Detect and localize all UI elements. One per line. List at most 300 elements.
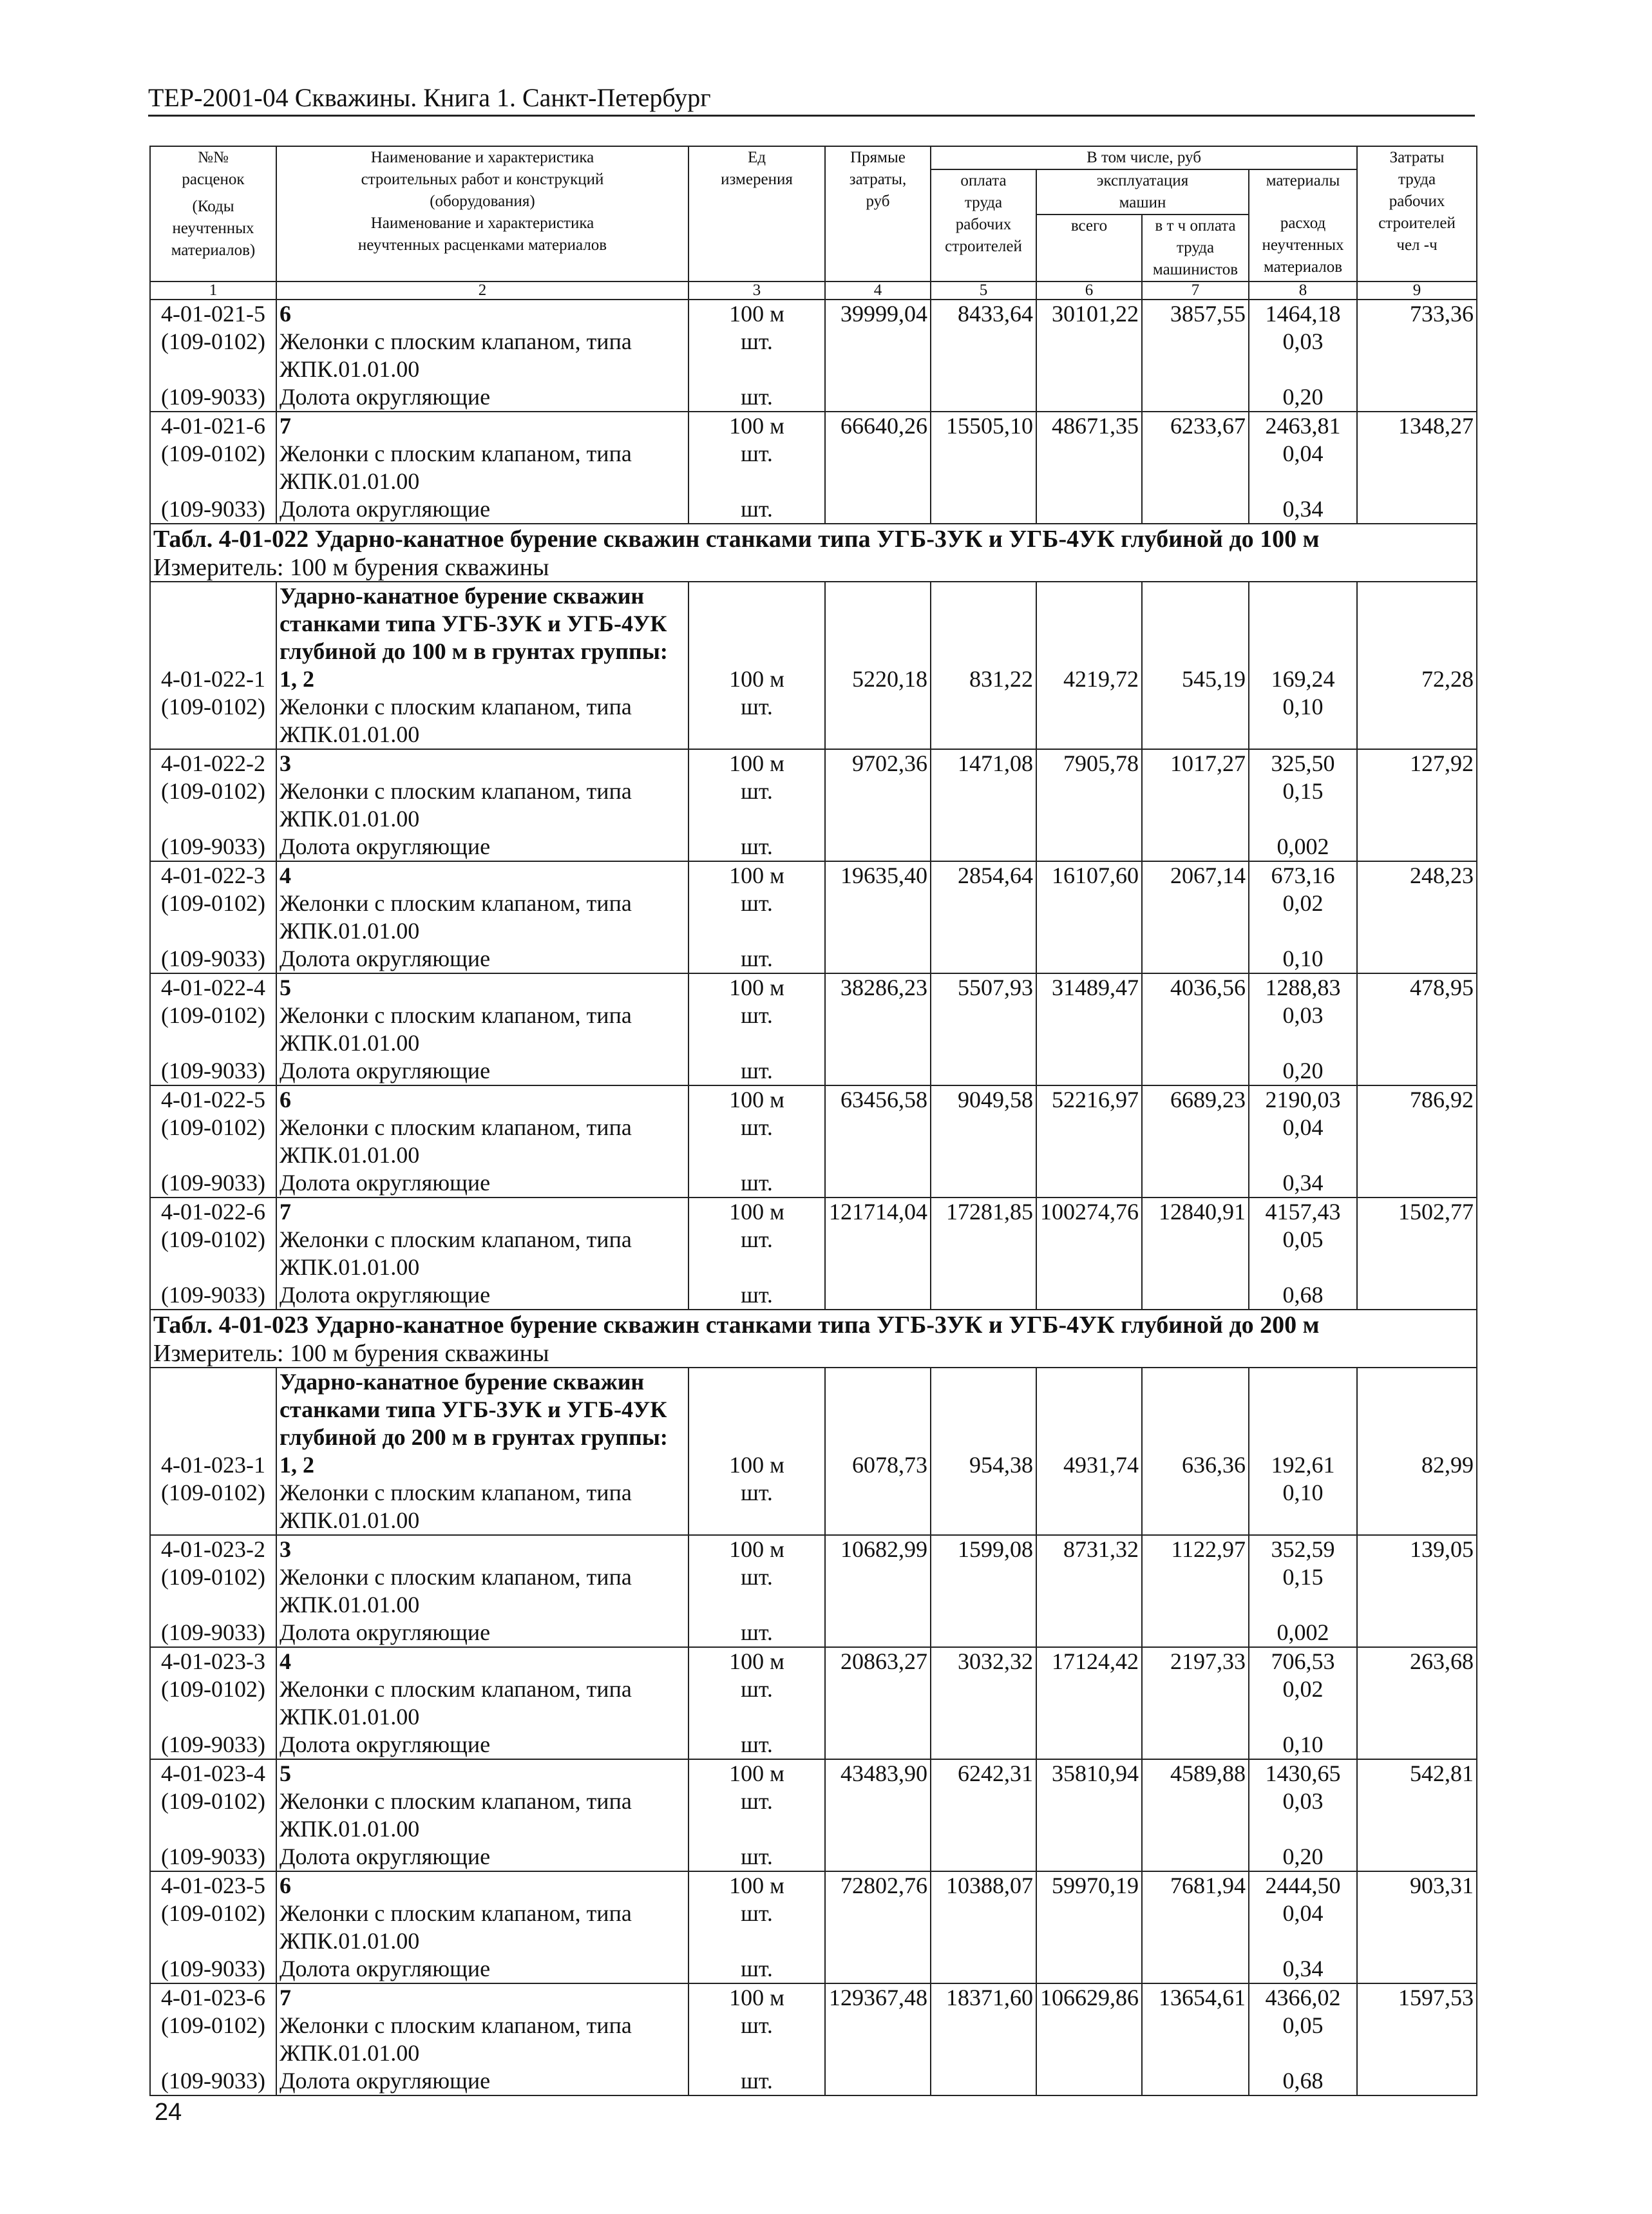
- material-consumption: 0,15: [1282, 778, 1324, 804]
- material-unit: шт.: [741, 1282, 773, 1308]
- labor-cost: 9049,58: [958, 1087, 1033, 1112]
- machinist-labor: 2197,33: [1170, 1648, 1246, 1674]
- header-col3: Ед измерения: [688, 146, 825, 282]
- direct-cost: 39999,04: [840, 301, 927, 327]
- table-row: [150, 582, 1477, 749]
- rate-name-cell: [276, 412, 688, 524]
- machinist-labor-cell: [1142, 1983, 1249, 2095]
- labor-cost-cell: [931, 1198, 1036, 1310]
- material-consumption: 0,10: [1282, 1480, 1324, 1505]
- material-code: (109-9033): [161, 1732, 265, 1757]
- header-group: В том числе, руб: [931, 146, 1357, 169]
- material-name: Желонки с плоским клапаном, типа: [280, 2012, 632, 2038]
- unit: 100 м: [729, 975, 784, 1000]
- direct-cost-cell: [825, 1983, 931, 2095]
- material-name-cont: ЖПК.01.01.00: [280, 356, 420, 382]
- machinist-labor-cell: [1142, 1759, 1249, 1871]
- machinist-labor-cell: [1142, 1647, 1249, 1759]
- soil-group: 7: [280, 1985, 291, 2010]
- direct-cost: 9702,36: [852, 750, 927, 776]
- unit: 100 м: [729, 1648, 784, 1674]
- unit-cell: [688, 1871, 825, 1983]
- labor-cost: 954,38: [969, 1452, 1033, 1478]
- material-code: (109-0102): [161, 1676, 265, 1702]
- labor-hours: 139,05: [1410, 1536, 1474, 1562]
- machine-total: 100274,76: [1040, 1199, 1139, 1225]
- material-unit: шт.: [741, 441, 773, 466]
- direct-cost: 10682,99: [840, 1536, 927, 1562]
- soil-group: 4: [280, 863, 291, 888]
- material-code: (109-0102): [161, 329, 265, 354]
- labor-cost-cell: [931, 412, 1036, 524]
- material-name: Желонки с плоским клапаном, типа: [280, 1226, 632, 1252]
- rate-name-cell: [276, 1871, 688, 1983]
- material-name: Долота округляющие: [280, 1282, 491, 1308]
- header-col8: материалы расход неучтенных материалов: [1249, 169, 1357, 282]
- labor-cost-cell: [931, 1085, 1036, 1198]
- column-number: 4: [825, 282, 931, 300]
- material-name: Долота округляющие: [280, 1058, 491, 1083]
- unit: 100 м: [729, 863, 784, 888]
- soil-group: 7: [280, 413, 291, 439]
- material-unit: шт.: [741, 1058, 773, 1083]
- material-unit: шт.: [741, 1170, 773, 1196]
- material-code: (109-9033): [161, 1282, 265, 1308]
- machinist-labor: 1122,97: [1171, 1536, 1246, 1562]
- header-col7: в т ч оплата труда машинистов: [1142, 215, 1249, 282]
- machinist-labor: 2067,14: [1170, 863, 1246, 888]
- unit-cell: [688, 1647, 825, 1759]
- unit: 100 м: [729, 666, 784, 692]
- machinist-labor-cell: [1142, 1535, 1249, 1647]
- direct-cost-cell: [825, 973, 931, 1085]
- material-unit: шт.: [741, 1114, 773, 1140]
- direct-cost: 19635,40: [840, 863, 927, 888]
- materials-cell: [1249, 1871, 1357, 1983]
- materials-cost: 4157,43: [1265, 1199, 1341, 1225]
- material-code: (109-0102): [161, 1480, 265, 1505]
- machine-total-cell: [1036, 1535, 1142, 1647]
- machinist-labor: 1017,27: [1170, 750, 1246, 776]
- unit-cell: [688, 1759, 825, 1871]
- machine-total: 48671,35: [1052, 413, 1139, 439]
- material-consumption: 0,03: [1282, 1002, 1324, 1028]
- material-consumption: 0,10: [1282, 946, 1324, 971]
- machine-total-cell: [1036, 300, 1142, 412]
- rate-code-cell: [150, 861, 276, 973]
- rate-name-cell: [276, 582, 688, 749]
- machine-total-cell: [1036, 1759, 1142, 1871]
- table-intro-line: станками типа УГБ-3УК и УГБ-4УК: [280, 611, 667, 636]
- material-name-cont: ЖПК.01.01.00: [280, 1704, 420, 1730]
- section-title: Табл. 4-01-023 Ударно-канатное бурение скважин станками типа УГБ-3УК и УГБ-4УК глубиной до 200 м: [153, 1312, 1320, 1339]
- labor-hours: 72,28: [1421, 666, 1474, 692]
- rate-code-cell: [150, 1983, 276, 2095]
- material-unit: шт.: [741, 890, 773, 916]
- labor-hours-cell: [1357, 973, 1477, 1085]
- material-name: Желонки с плоским клапаном, типа: [280, 1564, 632, 1590]
- labor-hours-cell: [1357, 582, 1477, 749]
- labor-cost-cell: [931, 749, 1036, 861]
- material-code: (109-0102): [161, 890, 265, 916]
- unit: 100 м: [729, 1087, 784, 1112]
- material-consumption: 0,20: [1282, 384, 1324, 410]
- rate-name-cell: [276, 861, 688, 973]
- materials-cell: [1249, 861, 1357, 973]
- machinist-labor-cell: [1142, 749, 1249, 861]
- labor-cost-cell: [931, 300, 1036, 412]
- soil-group: 5: [280, 1761, 291, 1786]
- material-name: Желонки с плоским клапаном, типа: [280, 890, 632, 916]
- labor-cost: 5507,93: [958, 975, 1033, 1000]
- material-unit: шт.: [741, 1844, 773, 1869]
- table-row: [150, 1085, 1477, 1198]
- material-name-cont: ЖПК.01.01.00: [280, 2040, 420, 2066]
- materials-cell: [1249, 1983, 1357, 2095]
- machinist-labor: 4589,88: [1170, 1761, 1246, 1786]
- materials-cost: 4366,02: [1265, 1985, 1341, 2010]
- unit-cell: [688, 1198, 825, 1310]
- material-code: (109-9033): [161, 496, 265, 522]
- rate-code-cell: [150, 300, 276, 412]
- rate-code: 4-01-023-3: [161, 1648, 265, 1674]
- labor-cost: 3032,32: [958, 1648, 1033, 1674]
- rate-code: 4-01-023-6: [161, 1985, 265, 2010]
- direct-cost: 43483,90: [840, 1761, 927, 1786]
- material-code: (109-0102): [161, 1564, 265, 1590]
- machine-total-cell: [1036, 582, 1142, 749]
- material-unit: шт.: [741, 2012, 773, 2038]
- material-consumption: 0,34: [1282, 1170, 1324, 1196]
- unit: 100 м: [729, 1199, 784, 1225]
- direct-cost-cell: [825, 749, 931, 861]
- material-consumption: 0,02: [1282, 890, 1324, 916]
- labor-hours-cell: [1357, 1871, 1477, 1983]
- header-col2: Наименование и характеристика строительных работ и конструкций (оборудования) Наименование и характеристика неучтенных расценками материалов: [276, 146, 688, 282]
- rate-code-cell: [150, 973, 276, 1085]
- material-name: Желонки с плоским клапаном, типа: [280, 1114, 632, 1140]
- materials-cost: 2190,03: [1265, 1087, 1341, 1112]
- material-unit: шт.: [741, 1676, 773, 1702]
- material-name-cont: ЖПК.01.01.00: [280, 468, 420, 494]
- labor-hours: 1348,27: [1398, 413, 1474, 439]
- material-unit: шт.: [741, 1956, 773, 1981]
- material-code: (109-0102): [161, 1114, 265, 1140]
- material-consumption: 0,04: [1282, 1900, 1324, 1926]
- rate-name-cell: [276, 1535, 688, 1647]
- material-consumption: 0,34: [1282, 496, 1324, 522]
- material-unit: шт.: [741, 496, 773, 522]
- material-code: (109-9033): [161, 946, 265, 971]
- table-intro-line: глубиной до 200 м в грунтах группы:: [280, 1424, 668, 1450]
- material-consumption: 0,002: [1277, 1619, 1329, 1645]
- material-code: (109-0102): [161, 778, 265, 804]
- table-intro-line: Ударно-канатное бурение скважин: [280, 1369, 645, 1395]
- direct-cost-cell: [825, 1368, 931, 1535]
- machinist-labor-cell: [1142, 1085, 1249, 1198]
- header-col5: оплата труда рабочих строителей: [931, 169, 1036, 282]
- unit-cell: [688, 973, 825, 1085]
- material-consumption: 0,10: [1282, 694, 1324, 720]
- material-consumption: 0,02: [1282, 1676, 1324, 1702]
- labor-hours-cell: [1357, 1368, 1477, 1535]
- labor-hours-cell: [1357, 1085, 1477, 1198]
- material-unit: шт.: [741, 1226, 773, 1252]
- unit: 100 м: [729, 1452, 784, 1478]
- labor-cost: 1599,08: [958, 1536, 1033, 1562]
- labor-hours: 248,23: [1410, 863, 1474, 888]
- rate-code: 4-01-023-2: [161, 1536, 265, 1562]
- unit-cell: [688, 412, 825, 524]
- header-col6: всего: [1036, 215, 1142, 282]
- labor-cost: 17281,85: [946, 1199, 1033, 1225]
- material-consumption: 0,15: [1282, 1564, 1324, 1590]
- machinist-labor-cell: [1142, 1198, 1249, 1310]
- materials-cell: [1249, 582, 1357, 749]
- soil-group: 4: [280, 1648, 291, 1674]
- material-name: Желонки с плоским клапаном, типа: [280, 1788, 632, 1814]
- material-name: Долота округляющие: [280, 1956, 491, 1981]
- material-code: (109-0102): [161, 1900, 265, 1926]
- machine-total-cell: [1036, 1085, 1142, 1198]
- unit: 100 м: [729, 1985, 784, 2010]
- machine-total-cell: [1036, 412, 1142, 524]
- table-row: [150, 1871, 1477, 1983]
- material-unit: шт.: [741, 1619, 773, 1645]
- rate-name-cell: [276, 1085, 688, 1198]
- material-code: (109-0102): [161, 694, 265, 720]
- labor-cost: 831,22: [969, 666, 1033, 692]
- material-name-cont: ЖПК.01.01.00: [280, 918, 420, 944]
- section-header-cell: [150, 1310, 1477, 1368]
- rate-code-cell: [150, 582, 276, 749]
- labor-cost-cell: [931, 1759, 1036, 1871]
- material-code: (109-9033): [161, 834, 265, 859]
- column-number: 1: [150, 282, 276, 300]
- labor-hours: 1597,53: [1398, 1985, 1474, 2010]
- materials-cell: [1249, 412, 1357, 524]
- labor-hours: 903,31: [1410, 1873, 1474, 1898]
- materials-cost: 1464,18: [1265, 301, 1341, 327]
- labor-cost: 15505,10: [946, 413, 1033, 439]
- material-name-cont: ЖПК.01.01.00: [280, 1507, 420, 1533]
- labor-cost: 10388,07: [946, 1873, 1033, 1898]
- material-name: Долота округляющие: [280, 946, 491, 971]
- table-row: [150, 861, 1477, 973]
- section-meter: Измеритель: 100 м бурения скважины: [153, 1340, 549, 1367]
- materials-cost: 706,53: [1271, 1648, 1335, 1674]
- machine-total: 4931,74: [1063, 1452, 1139, 1478]
- direct-cost-cell: [825, 1647, 931, 1759]
- rate-code-cell: [150, 1368, 276, 1535]
- machine-total-cell: [1036, 1871, 1142, 1983]
- direct-cost: 129367,48: [829, 1985, 927, 2010]
- rate-code: 4-01-023-5: [161, 1873, 265, 1898]
- material-consumption: 0,03: [1282, 329, 1324, 354]
- material-consumption: 0,03: [1282, 1788, 1324, 1814]
- direct-cost: 6078,73: [852, 1452, 927, 1478]
- machinist-labor-cell: [1142, 1368, 1249, 1535]
- unit: 100 м: [729, 1536, 784, 1562]
- table-row: [150, 973, 1477, 1085]
- header-col4: Прямые затраты, руб: [825, 146, 931, 282]
- rate-code-cell: [150, 1535, 276, 1647]
- material-unit: шт.: [741, 1564, 773, 1590]
- unit-cell: [688, 1983, 825, 2095]
- machine-total-cell: [1036, 1368, 1142, 1535]
- rate-code: 4-01-021-5: [161, 301, 265, 327]
- direct-cost: 121714,04: [829, 1199, 927, 1225]
- rate-code: 4-01-022-4: [161, 975, 265, 1000]
- soil-group: 1, 2: [280, 1452, 314, 1478]
- material-code: (109-9033): [161, 1170, 265, 1196]
- materials-cost: 673,16: [1271, 863, 1335, 888]
- labor-hours: 127,92: [1410, 750, 1474, 776]
- material-code: (109-0102): [161, 1002, 265, 1028]
- materials-cost: 1288,83: [1265, 975, 1341, 1000]
- materials-cell: [1249, 1368, 1357, 1535]
- labor-hours: 1502,77: [1398, 1199, 1474, 1225]
- material-code: (109-9033): [161, 1844, 265, 1869]
- materials-cost: 325,50: [1271, 750, 1335, 776]
- soil-group: 6: [280, 301, 291, 327]
- labor-cost-cell: [931, 973, 1036, 1085]
- unit-cell: [688, 749, 825, 861]
- material-name: Желонки с плоским клапаном, типа: [280, 329, 632, 354]
- labor-hours-cell: [1357, 861, 1477, 973]
- direct-cost: 38286,23: [840, 975, 927, 1000]
- material-name-cont: ЖПК.01.01.00: [280, 806, 420, 832]
- machinist-labor-cell: [1142, 1871, 1249, 1983]
- material-code: (109-9033): [161, 1956, 265, 1981]
- material-code: (109-0102): [161, 1226, 265, 1252]
- unit-cell: [688, 582, 825, 749]
- column-numbers-row: [150, 282, 1477, 300]
- rate-code: 4-01-022-5: [161, 1087, 265, 1112]
- machine-total: 4219,72: [1063, 666, 1139, 692]
- direct-cost-cell: [825, 412, 931, 524]
- material-name: Желонки с плоским клапаном, типа: [280, 1002, 632, 1028]
- header-col9: Затраты труда рабочих строителей чел -ч: [1357, 146, 1477, 282]
- labor-cost: 1471,08: [958, 750, 1033, 776]
- material-name: Долота округляющие: [280, 1732, 491, 1757]
- column-number: 6: [1036, 282, 1142, 300]
- machine-total-cell: [1036, 1198, 1142, 1310]
- rate-name-cell: [276, 1759, 688, 1871]
- rate-code-cell: [150, 1871, 276, 1983]
- table-row: [150, 1535, 1477, 1647]
- table-row: [150, 749, 1477, 861]
- machinist-labor-cell: [1142, 861, 1249, 973]
- material-code: (109-0102): [161, 441, 265, 466]
- soil-group: 5: [280, 975, 291, 1000]
- soil-group: 1, 2: [280, 666, 314, 692]
- machine-total-cell: [1036, 861, 1142, 973]
- unit-cell: [688, 1085, 825, 1198]
- soil-group: 3: [280, 750, 291, 776]
- column-number: 9: [1357, 282, 1477, 300]
- unit: 100 м: [729, 750, 784, 776]
- material-unit: шт.: [741, 1788, 773, 1814]
- direct-cost: 63456,58: [840, 1087, 927, 1112]
- machine-total-cell: [1036, 1647, 1142, 1759]
- machine-total: 31489,47: [1052, 975, 1139, 1000]
- material-name: Долота округляющие: [280, 1619, 491, 1645]
- material-unit: шт.: [741, 694, 773, 720]
- labor-hours-cell: [1357, 749, 1477, 861]
- direct-cost: 5220,18: [852, 666, 927, 692]
- labor-hours-cell: [1357, 1983, 1477, 2095]
- machinist-labor: 4036,56: [1170, 975, 1246, 1000]
- direct-cost-cell: [825, 1085, 931, 1198]
- labor-cost: 8433,64: [958, 301, 1033, 327]
- section-header-row: [150, 1310, 1477, 1368]
- material-name: Долота округляющие: [280, 384, 491, 410]
- soil-group: 7: [280, 1199, 291, 1225]
- unit: 100 м: [729, 413, 784, 439]
- direct-cost: 66640,26: [840, 413, 927, 439]
- column-number: 8: [1249, 282, 1357, 300]
- header-rule: [148, 115, 1475, 117]
- direct-cost-cell: [825, 1759, 931, 1871]
- column-number: 5: [931, 282, 1036, 300]
- rate-name-cell: [276, 1983, 688, 2095]
- rate-code-cell: [150, 1085, 276, 1198]
- labor-cost-cell: [931, 861, 1036, 973]
- labor-hours: 733,36: [1410, 301, 1474, 327]
- direct-cost-cell: [825, 300, 931, 412]
- table-row: [150, 1198, 1477, 1310]
- material-name-cont: ЖПК.01.01.00: [280, 721, 420, 747]
- material-unit: шт.: [741, 1480, 773, 1505]
- rate-name-cell: [276, 973, 688, 1085]
- machinist-labor-cell: [1142, 973, 1249, 1085]
- rate-code: 4-01-022-2: [161, 750, 265, 776]
- material-name: Желонки с плоским клапаном, типа: [280, 694, 632, 720]
- material-consumption: 0,20: [1282, 1844, 1324, 1869]
- rate-name-cell: [276, 749, 688, 861]
- machine-total: 30101,22: [1052, 301, 1139, 327]
- table-row: [150, 1368, 1477, 1535]
- machinist-labor: 6689,23: [1170, 1087, 1246, 1112]
- unit-cell: [688, 861, 825, 973]
- materials-cost: 2463,81: [1265, 413, 1341, 439]
- labor-hours-cell: [1357, 1759, 1477, 1871]
- soil-group: 6: [280, 1873, 291, 1898]
- material-code: (109-9033): [161, 1058, 265, 1083]
- material-unit: шт.: [741, 778, 773, 804]
- unit: 100 м: [729, 1761, 784, 1786]
- labor-hours: 478,95: [1410, 975, 1474, 1000]
- material-unit: шт.: [741, 834, 773, 859]
- unit: 100 м: [729, 1873, 784, 1898]
- direct-cost-cell: [825, 1535, 931, 1647]
- material-name: Долота округляющие: [280, 1844, 491, 1869]
- materials-cell: [1249, 1647, 1357, 1759]
- materials-cost: 352,59: [1271, 1536, 1335, 1562]
- machinist-labor: 636,36: [1182, 1452, 1246, 1478]
- machine-total: 52216,97: [1052, 1087, 1139, 1112]
- header-col1: №№ расценок (Коды неучтенных материалов): [150, 146, 276, 282]
- table-header-row: [150, 146, 1477, 169]
- material-consumption: 0,34: [1282, 1956, 1324, 1981]
- page-header: ТЕР-2001-04 Скважины. Книга 1. Санкт-Петербург: [148, 83, 711, 112]
- labor-cost-cell: [931, 1983, 1036, 2095]
- labor-hours: 786,92: [1410, 1087, 1474, 1112]
- labor-cost: 2854,64: [958, 863, 1033, 888]
- machinist-labor: 13654,61: [1159, 1985, 1246, 2010]
- material-unit: шт.: [741, 384, 773, 410]
